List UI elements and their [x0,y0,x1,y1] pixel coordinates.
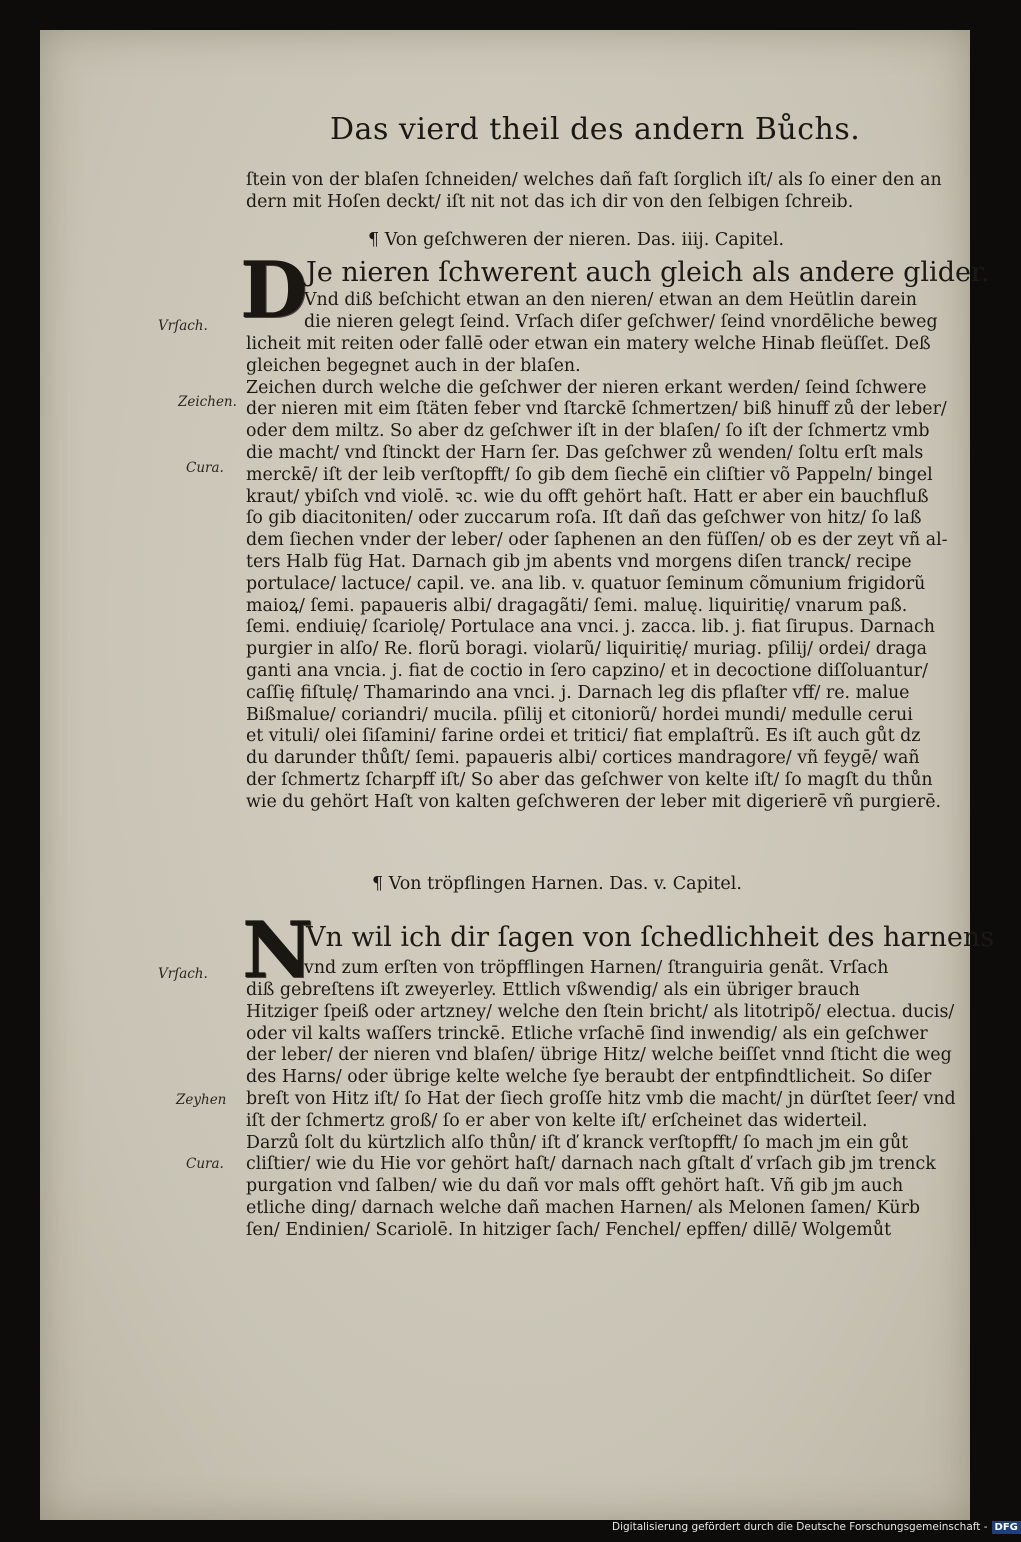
text-line: Vnd diß beſchicht etwan an den nieren/ etwan an dem Heütlin darein [304,290,918,310]
text-line: ters Halb füg Hat. Darnach gib jm abents vnd morgens diſen tranck/ recipe [246,551,912,572]
text-line: der leber/ der nieren vnd blaſen/ übrige Hitz/ welche beiſſet vnnd ſticht die weg [246,1045,952,1066]
text-line: dern mit Hoſen deckt/ iſt nit not das ich dir von den ſelbigen ſchreib. [246,191,854,212]
text-line: ſen/ Endinien/ Scariolē. In hitziger ſach/ Fenchel/ epffen/ dillē/ Wolgemůt [246,1219,892,1240]
running-header: Das vierd theil des andern Bůchs. [330,112,861,147]
text-line: caſſię fiſtulę/ Thamarindo ana vnci. j. Darnach leg dis pflaſter vff/ re. malue [246,682,910,703]
text-line: ſtein von der blaſen ſchneiden/ welches dañ faſt ſorglich iſt/ als ſo einer den an [246,170,942,190]
text-line: der ſchmertz ſcharpff iſt/ So aber das geſchwer von kelte iſt/ ſo magſt du thůn [246,769,933,790]
text-line: portulace/ lactuce/ capil. ve. ana lib. v. quatuor ſeminum cõmunium frigidorũ [246,573,926,594]
text-line: etliche ding/ darnach welche dañ machen Harnen/ als Melonen ſamen/ Kürb [246,1197,921,1218]
margin-note-cura: Cura. [186,1156,224,1172]
text-line: oder dem miltz. So aber dz geſchwer iſt in der blaſen/ ſo iſt der ſchmertz vmb [246,421,930,442]
digitization-credit [612,1521,1021,1539]
text-line: et vituli/ olei ſiſamini/ farine ordei et tritici/ fiat emplaſtrũ. Es iſt auch gůt dz [246,726,921,747]
chapter-4-indented [246,290,936,334]
text-line: merckē/ iſt der leib verſtopfft/ ſo gib dem ſiechē ein cliſtier võ Pappeln/ bingel [246,464,933,485]
text-line: gleichen begegnet auch in der blaſen. [246,355,581,376]
text-line: licheit mit reiten oder fallē oder etwan ein matery welche Hinab fleüſſet. Deß [246,334,931,354]
text-line: die nieren gelegt ſeind. Vrſach diſer geſchwer/ ſeind vnordēliche beweg [304,311,938,332]
text-line: purgation vnd ſalben/ wie du dañ vor mals offt gehört haſt. Vñ gib jm auch [246,1176,904,1197]
text-line: ganti ana vncia. j. fiat de coctio in ſero capzino/ et in decoctione diſſoluantur/ [246,660,928,681]
text-line: maioꝝ/ ſemi. papaueris albi/ dragagãti/ ſemi. maluę. liquiritię/ vnarum paß. [246,595,908,616]
chapter-5-lead: Vn wil ich dir ſagen von ſchedlichheit des harnens [306,922,995,953]
text-line: purgier in alſo/ Re. florũ boragi. violarũ/ liquiritię/ muriag. pſilij/ ordei/ draga [246,639,928,660]
opening-paragraph [246,170,942,214]
text-line: vnd zum erſten von tröpfflingen Harnen/ ſtranguiria genãt. Vrſach [304,958,889,978]
chapter-4-heading: ¶ Von geſchweren der nieren. Das. iiij. Capitel. [368,230,785,250]
text-line: dem ſiechen vnder der leber/ oder ſaphenen an den füſſen/ ob es der zeyt vñ al- [246,530,948,551]
text-line: wie du gehört Haſt von kalten geſchweren der leber mit digerierē vñ purgierē. [246,791,942,812]
chapter-5-initial: N [242,905,314,996]
chapter-5-heading: ¶ Von tröpflingen Harnen. Das. v. Capitel. [372,874,742,894]
text-line: die macht/ vnd ſtinckt der Harn ſer. Das geſchwer zů wenden/ ſoltu erſt mals [246,442,924,463]
text-line: iſt der ſchmertz groß/ ſo er aber von kelte iſt/ erſcheinet das widerteil. [246,1110,868,1131]
chapter-4-lead: Je nieren ſchwerent auch gleich als andere glider. [306,257,990,288]
text-line: du darunder thůſt/ ſemi. papaueris albi/ cortices mandragore/ vñ feygē/ wañ [246,748,920,769]
credit-text: Digitalisierung gefördert durch die Deutsche Forschungsgemeinschaft - [612,1521,988,1533]
text-line: ſemi. endiuię/ ſcariolę/ Portulace ana vnci. j. zacca. lib. j. fiat ſirupus. Darnach [246,617,935,638]
chapter-4-body [246,334,948,814]
text-line: Zeichen durch welche die geſchwer der nieren erkant werden/ ſeind ſchwere [246,377,927,398]
text-line: ſo gib diacitoniten/ oder zuccarum roſa. Iſt dañ das geſchwer von hitz/ ſo laß [246,508,922,529]
chapter-5-body [246,980,956,1242]
text-line: Bißmalue/ coriandri/ mucila. pſilij et citoniorũ/ hordei mundi/ medulle cerui [246,704,913,725]
margin-note-zeichen: Zeichen. [178,394,237,410]
text-line: breſt von Hitz iſt/ ſo Hat der ſiech groſſe hitz vmb die macht/ jn dürſtet ſeer/ vnd [246,1088,956,1109]
text-line: Hitziger ſpeiß oder artzney/ welche den ſtein bricht/ als litotripõ/ electua. ducis/ [246,1001,955,1022]
text-line: diß gebreſtens iſt zweyerley. Ettlich vßwendig/ als ein übriger brauch [246,980,860,1000]
dfg-logo: DFG [992,1521,1021,1534]
text-line: oder vil kalts waſſers trinckē. Etliche vrſachē ſind inwendig/ als ein geſchwer [246,1023,928,1044]
margin-note-cura: Cura. [186,460,224,476]
text-line: Darzů ſolt du kürtzlich alſo thůn/ iſt ď kranck verſtopfft/ ſo mach jm ein gůt [246,1132,909,1153]
margin-note-zeyhen: Zeyhen [176,1092,227,1108]
text-line: cliſtier/ wie du Hie vor gehört haſt/ darnach nach gſtalt ď vrſach gib jm trenck [246,1154,936,1175]
chapter-5-indented [246,958,936,980]
chapter-4-initial: D [240,245,308,336]
margin-note-vrsach: Vrſach. [158,966,208,982]
margin-note-vrsach: Vrſach. [158,318,208,334]
text-line: kraut/ ybiſch vnd violē. ꝛc. wie du offt gehört haſt. Hatt er aber ein bauchfluß [246,486,929,507]
text-line: der nieren mit eim ſtäten feber vnd ſtarckē ſchmertzen/ biß hinuff zů der leber/ [246,399,947,420]
text-line: des Harns/ oder übrige kelte welche ſye beraubt der entpfindtlicheit. So diſer [246,1067,932,1088]
